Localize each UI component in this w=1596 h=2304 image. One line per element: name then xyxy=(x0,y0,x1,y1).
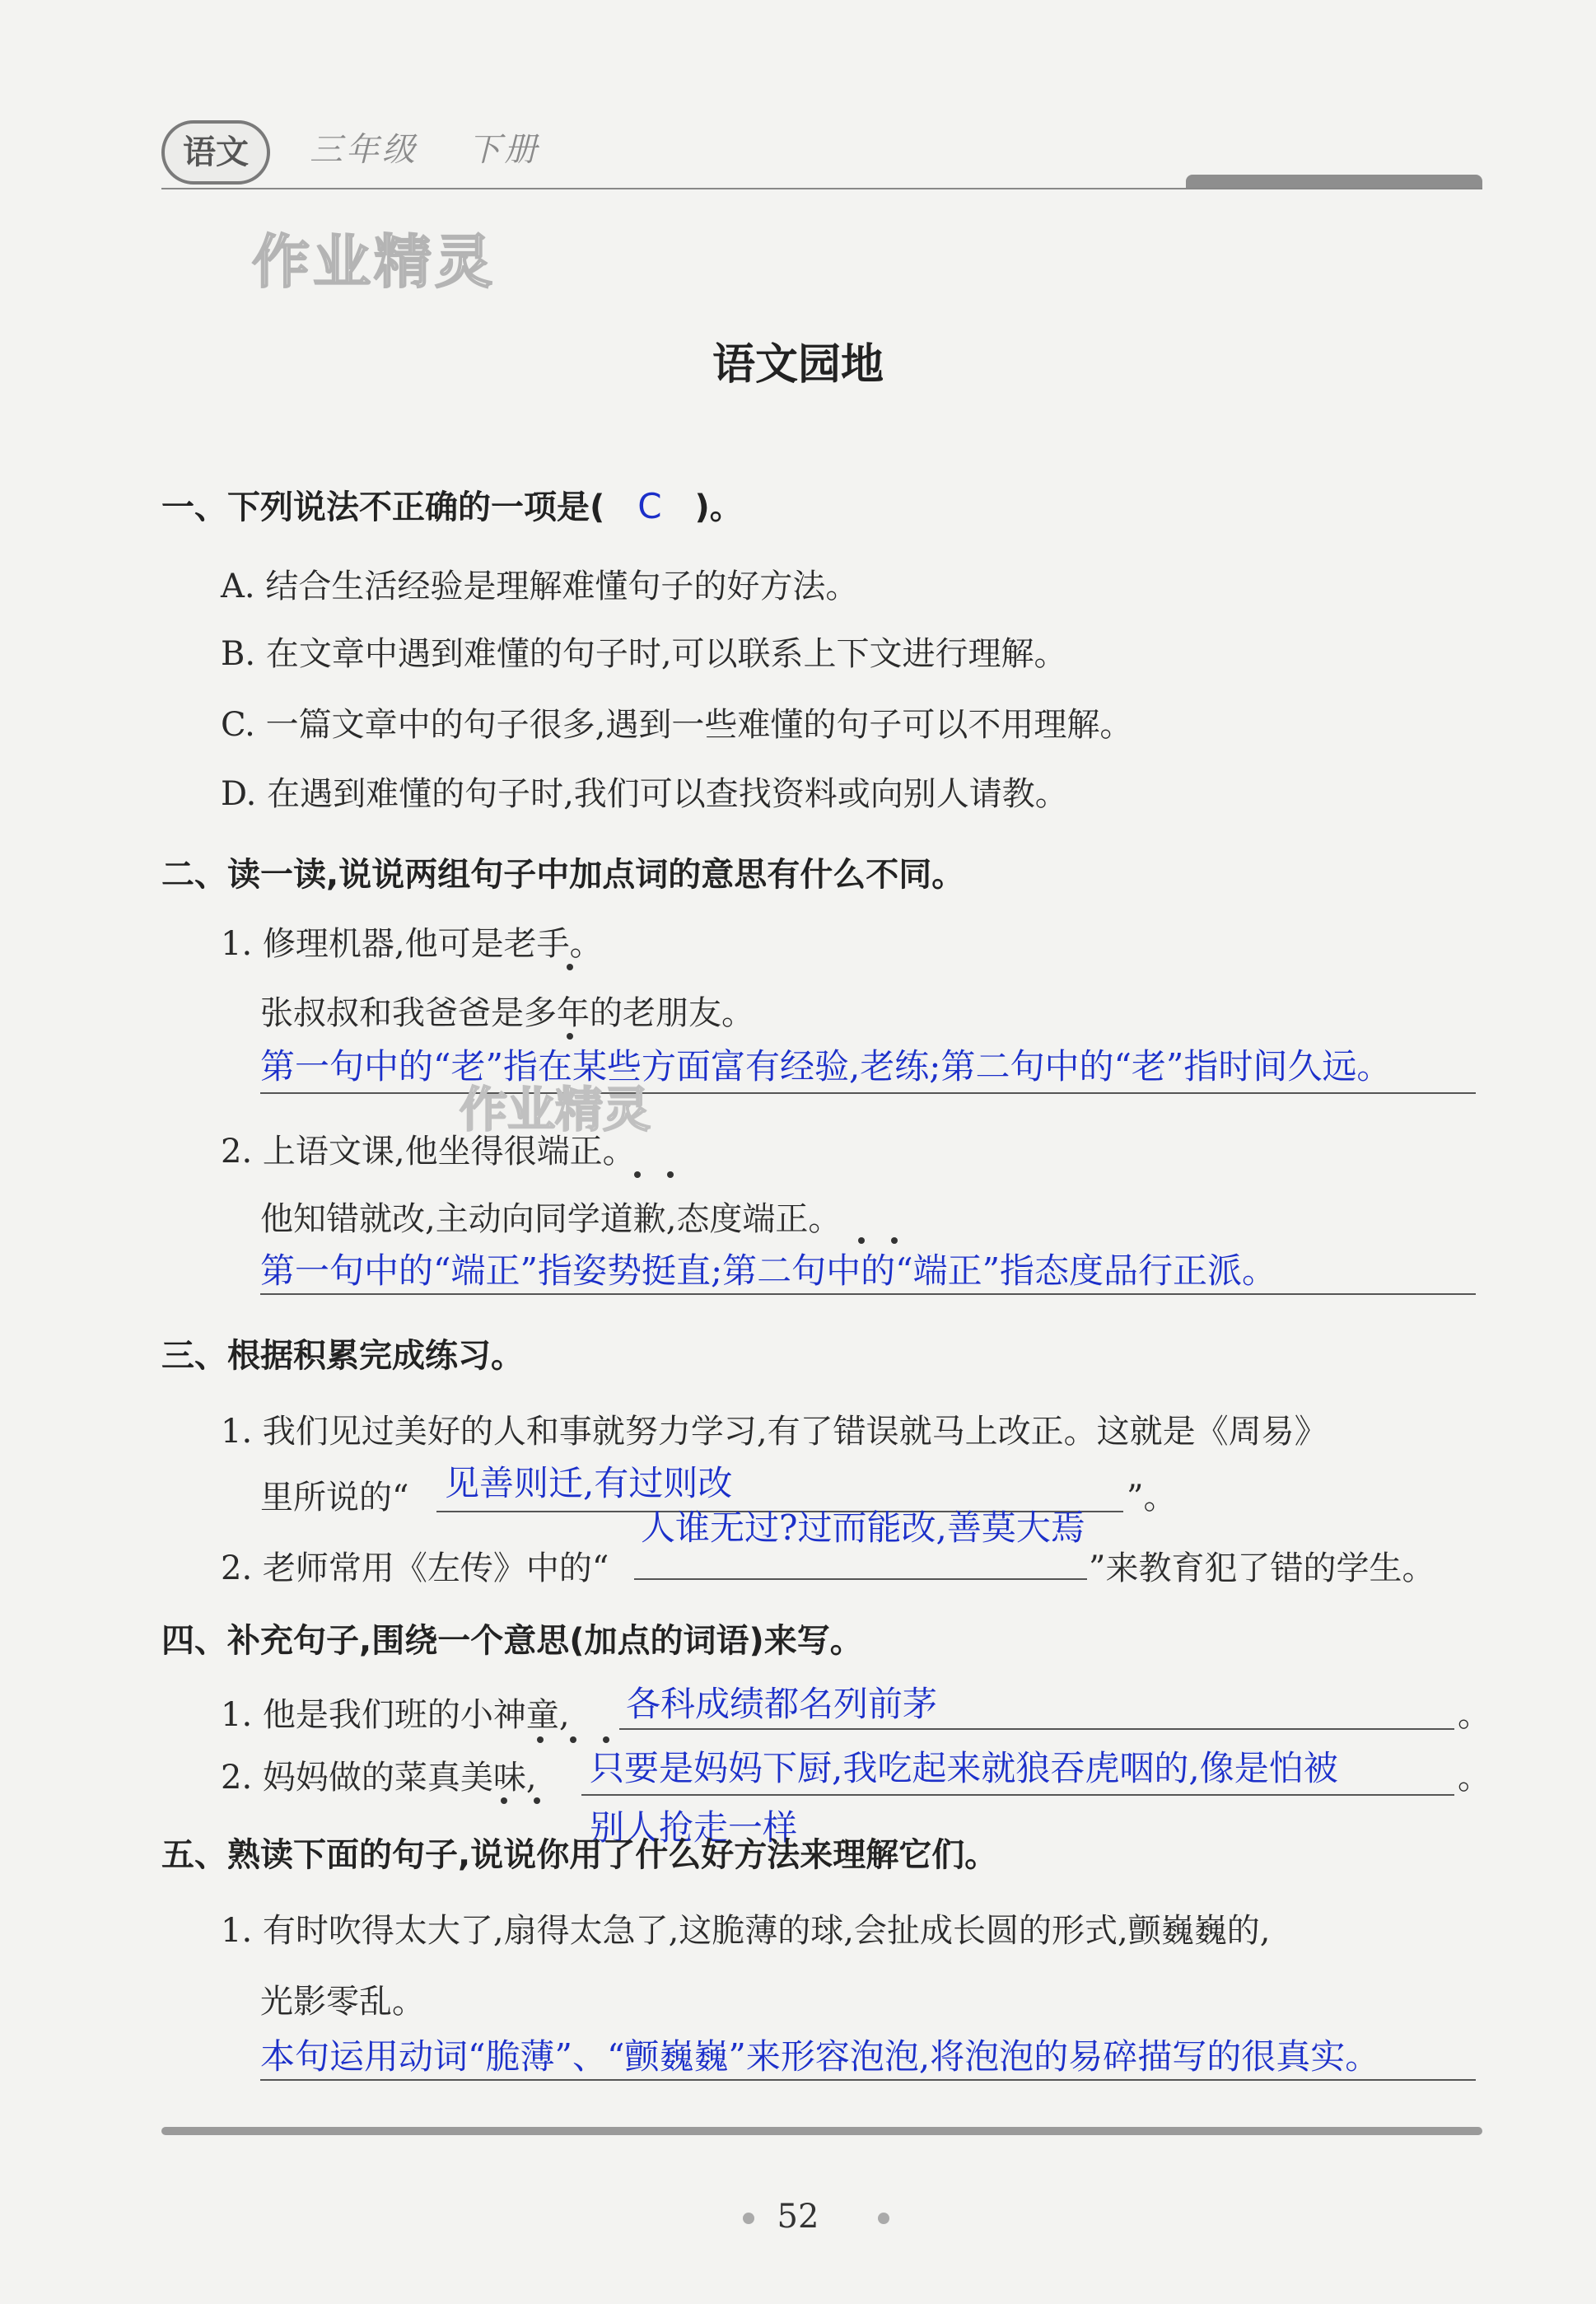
answer-underline xyxy=(260,1293,1476,1295)
page-number: 52 xyxy=(777,2198,819,2236)
q4-item1-post: 。 xyxy=(1458,1696,1491,1734)
q4-prompt: 四、补充句子,围绕一个意思(加点的词语)来写。 xyxy=(161,1622,863,1660)
q3-item2-pre: 2. 老师常用《左传》中的“ xyxy=(221,1549,609,1587)
q2-item1-a: 1. 修理机器,他可是老手。 xyxy=(221,925,603,963)
q3-prompt: 三、根据积累完成练习。 xyxy=(161,1337,524,1375)
page-number-dot-right xyxy=(878,2213,889,2224)
q5-item1-b: 光影零乱。 xyxy=(260,1983,425,2021)
q4-item2-answer-line1: 只要是妈妈下厨,我吃起来就狼吞虎咽的,像是怕被 xyxy=(590,1748,1338,1788)
header-bar xyxy=(1186,175,1482,188)
q2-prompt: 二、读一读,说说两组句子中加点词的意思有什么不同。 xyxy=(161,856,965,894)
q3-item1-b-pre: 里所说的“ xyxy=(260,1479,409,1517)
q1-option-d: D. 在遇到难懂的句子时,我们可以查找资料或向别人请教。 xyxy=(221,775,1068,813)
q4-item1-answer: 各科成绩都名列前茅 xyxy=(626,1684,938,1724)
emphasis-dot xyxy=(667,1171,674,1178)
emphasis-dot xyxy=(567,1033,573,1040)
q4-item2-pre: 2. 妈妈做的菜真美味, xyxy=(221,1759,537,1797)
q3-item1-answer: 见善则迁,有过则改 xyxy=(445,1463,733,1503)
watermark-logo: 作业精灵 xyxy=(252,228,496,296)
q3-item1-b-post: ”。 xyxy=(1127,1479,1177,1517)
q1-prompt-post: )。 xyxy=(694,488,743,526)
q1-option-c: C. 一篇文章中的句子很多,遇到一些难懂的句子可以不用理解。 xyxy=(221,706,1133,744)
emphasis-dot xyxy=(501,1797,507,1804)
emphasis-dot xyxy=(567,964,573,970)
emphasis-dot xyxy=(891,1237,898,1244)
page-title: 语文园地 xyxy=(712,340,884,390)
footer-divider xyxy=(161,2127,1482,2135)
q1-prompt xyxy=(161,481,743,528)
grade-label: 三年级 xyxy=(310,131,418,169)
q2-item2-b: 他知错就改,主动向同学道歉,态度端正。 xyxy=(260,1200,842,1238)
q2-item2-a: 2. 上语文课,他坐得很端正。 xyxy=(221,1133,636,1171)
q3-item2-answer: 人谁无过?过而能改,善莫大焉 xyxy=(641,1507,1085,1548)
q1-option-a: A. 结合生活经验是理解难懂句子的好方法。 xyxy=(221,568,859,605)
emphasis-dot xyxy=(534,1797,540,1804)
q4-item2-answer-line2: 别人抢走一样 xyxy=(590,1807,798,1848)
q5-item1-a: 1. 有时吹得太大了,扇得太急了,这脆薄的球,会扯成长圆的形式,颤巍巍的, xyxy=(221,1912,1271,1950)
q3-item1-a: 1. 我们见过美好的人和事就努力学习,有了错误就马上改正。这就是《周易》 xyxy=(221,1413,1328,1451)
q3-item2-post: ”来教育犯了错的学生。 xyxy=(1089,1549,1435,1587)
q2-item1-b: 张叔叔和我爸爸是多年的老朋友。 xyxy=(260,994,754,1032)
header-divider xyxy=(161,188,1482,189)
q4-item1-pre: 1. 他是我们班的小神童, xyxy=(221,1696,570,1734)
q2-item2-answer: 第一句中的“端正”指姿势挺直;第二句中的“端正”指态度品行正派。 xyxy=(260,1250,1277,1291)
subject-badge: 语文 xyxy=(161,120,270,185)
emphasis-dot xyxy=(858,1237,865,1244)
q2-item1-answer: 第一句中的“老”指在某些方面富有经验,老练;第二句中的“老”指时间久远。 xyxy=(260,1046,1392,1087)
q1-option-b: B. 在文章中遇到难懂的句子时,可以联系上下文进行理解。 xyxy=(221,635,1067,673)
answer-underline xyxy=(260,1092,1476,1094)
q1-answer: C xyxy=(637,486,662,526)
answer-underline xyxy=(619,1728,1454,1730)
emphasis-dot xyxy=(570,1736,576,1743)
q4-item2-post: 。 xyxy=(1458,1759,1491,1797)
answer-underline xyxy=(581,1794,1454,1796)
q5-item1-answer: 本句运用动词“脆薄”、“颤巍巍”来形容泡泡,将泡泡的易碎描写的很真实。 xyxy=(260,2036,1380,2077)
emphasis-dot xyxy=(634,1171,641,1178)
answer-underline xyxy=(634,1578,1087,1580)
volume-label: 下册 xyxy=(468,131,540,169)
q5-prompt: 五、熟读下面的句子,说说你用了什么好方法来理解它们。 xyxy=(161,1836,998,1874)
q1-prompt-pre: 一、下列说法不正确的一项是( xyxy=(161,488,605,526)
emphasis-dot xyxy=(537,1736,544,1743)
answer-underline xyxy=(260,2079,1476,2081)
watermark-logo-mid: 作业精灵 xyxy=(460,1082,651,1138)
